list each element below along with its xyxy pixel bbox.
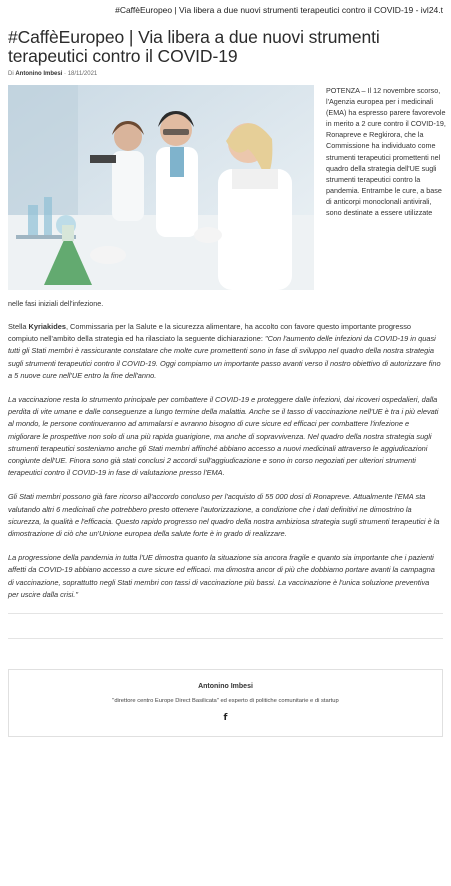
- hero-image: [8, 85, 314, 290]
- author-link[interactable]: Antonino Imbesi: [15, 71, 63, 77]
- p1-quote: "Con l'aumento delle infezioni da COVID-19 in quasi tutti gli Stati membri è rassicurante constatare che molte cure promettenti sono in fase di sviluppo nel quadro della nostra strategia sugli strumenti terapeutici contro il COVID-19. Oggi compiamo un importante passo avanti verso il nostro obiettivo di autorizzare fino a 5 nuove cure nell'UE entro la fine dell'anno.: [8, 334, 441, 380]
- intro-text: POTENZA – Il 12 novembre scorso, l'Agenzia europea per i medicinali (EMA) ha espresso parere favorevole in merito a 2 cure contro il COVID-19, Ronapreve e Regkirora, che la Commissione ha individuato come strumenti terapeutici promettenti nel quadro della strategia dell'UE sugli strumenti terapeutici contro la pandemia. Entrambe le cure, a base di anticorpi monoclonali antivirali, sono destinate a essere utilizzate: [326, 86, 446, 218]
- meta-prefix: Di: [8, 71, 14, 77]
- article-date: 18/11/2021: [67, 71, 98, 77]
- facebook-icon[interactable]: f: [223, 713, 228, 724]
- divider: [8, 613, 443, 614]
- article-title: #CaffèEuropeo | Via libera a due nuovi strumenti terapeutici contro il COVID-19: [8, 27, 380, 66]
- p1-start: Stella: [8, 322, 29, 331]
- article-lead: [8, 85, 446, 315]
- paragraph-2: La vaccinazione resta lo strumento principale per combattere il COVID-19 e proteggere dalle infezioni, dai ricoveri ospedalieri, dalla perdita di vite umane e dalle conseguenze a lungo termine della malattia. Anche se il tasso di vaccinazione nell'UE è tra i più elevati al mondo, le persone continueranno ad ammalarsi e avranno bisogno di cure sicure ed efficaci per combattere l'infezione e migliorare le prospettive non solo di una più rapida guarigione, ma anche di sopravvivenza. Nel quadro della nostra strategia sugli strumenti terapeutici sosteniamo anche gli Stati membri affinché abbiano accesso a nuovi medicinali attraverso le aggiudicazioni congiunte dell'UE. Finora sono già stati conclusi 2 accordi sull'aggiudicazione e sono in corso negoziati per ulteriori strumenti terapeutici contro il COVID-19 in fase di valutazione presso l'EMA.: [8, 395, 439, 478]
- p1-rest: , Commissaria per la Salute e la sicurezza alimentare, ha accolto con favore questo importante progresso compiuto nell'ambito della strategia ed ha rilasciato la seguente dichiarazione:: [8, 322, 412, 344]
- paragraph-3: Gli Stati membri possono già fare ricorso all'accordo concluso per l'acquisto di 55 000 dosi di Ronapreve. Attualmente l'EMA sta valutando altri 6 medicinali che potrebbero presto ottenere l'autorizzazione, a condizione che i dati definitivi ne dimostrino la sicurezza, la qualità e l'efficacia. Questo rapido progresso nel quadro della nostra ambiziosa strategia sugli strumenti terapeutici è la dimostrazione di ciò che un'Unione europea della salute forte è in grado di realizzare.: [8, 492, 440, 539]
- lab-scientists-illustration: [8, 85, 314, 290]
- paragraph-4: La progressione della pandemia in tutta l'UE dimostra quanto la situazione sia ancora fragile e quanto sia importante che i pazienti affetti da COVID-19 abbiano accesso a cure sicure ed efficaci. ma dimostra ancor di più che dobbiamo portare avanti la campagna di vaccinazione, soprattutto negli Stati membri con tassi di vaccinazione più bassi. La vaccinazione è l'unica soluzione preventiva per uscire dalla crisi.": [8, 553, 435, 599]
- breadcrumb-bar: [0, 0, 451, 22]
- p1-name: Kyriakides: [28, 322, 66, 331]
- author-box-name[interactable]: Antonino Imbesi: [198, 683, 253, 691]
- intro-continuation: nelle fasi iniziali dell'infezione.: [8, 299, 104, 308]
- article-meta: [8, 71, 443, 77]
- breadcrumb: #CaffèEuropeo | Via libera a due nuovi strumenti terapeutici contro il COVID-19 - ivl24.t: [115, 5, 443, 15]
- paragraph-1: [8, 321, 441, 382]
- meta-separator: ·: [64, 71, 67, 77]
- author-box-bio: "direttore centro Europe Direct Basilicata" ed esperto di politiche comunitarie e di startup: [112, 698, 339, 705]
- author-box: [8, 669, 443, 737]
- divider: [8, 638, 443, 639]
